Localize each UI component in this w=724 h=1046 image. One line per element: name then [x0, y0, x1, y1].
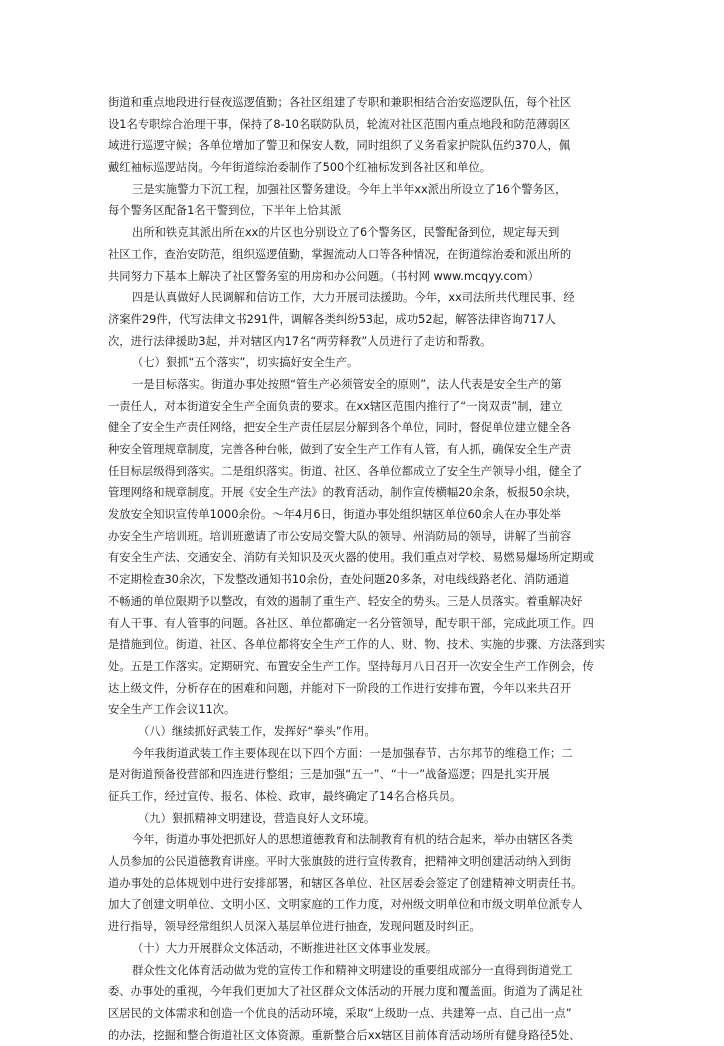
text-line: 次，进行法律援助3起，并对辖区内17名“两劳释教”人员进行了走访和帮教。 — [108, 334, 492, 348]
text-line: 种安全管理规章制度，完善各种台帐，做到了安全生产工作有人管，有人抓，确保安全生产责 — [108, 443, 572, 456]
text-line: 安全生产工作会议11次。 — [108, 703, 236, 717]
text-line: 今年我街道武装工作主要体现在以下四个方面：一是加强春节、古尔邦节的维稳工作；二 — [132, 746, 573, 760]
text-line: 区居民的文体需求和创造一个优良的活动环境，采取“上级助一点、共建筹一点、自己出一点” — [108, 1006, 572, 1020]
text-line: 设1名专职综合治理干事，保持了8-10名联防队员，轮流对社区范围内重点地段和防范薄弱区 — [108, 117, 571, 131]
text-line: 不定期检查30余次，下发整改通知书10余份，查处问题20多条，对电线线路老化、消防通道 — [108, 573, 570, 587]
text-line: 一责任人，对本街道安全生产全面负责的要求。在xx辖区范围内推行了“一岗双责”制，建立 — [108, 399, 563, 413]
text-line: 委、办事处的重视，今年我们更加大了社区群众文体活动的开展力度和覆盖面。街道为了满足社 — [108, 985, 583, 999]
text-line: （八）继续抓好武装工作，发挥好“拳头”作用。 — [138, 724, 376, 738]
text-line: 有安全生产法、交通安全、消防有关知识及灭火器的使用。我们重点对学校、易燃易爆场所定期或 — [108, 551, 594, 565]
text-line: （七）狠抓“五个落实”，切实搞好安全生产。 — [132, 356, 359, 370]
text-line: 每个警务区配备1名干警到位，下半年上恰其派 — [108, 204, 342, 218]
text-line: 戴红袖标巡逻站岗。今年街道综治委制作了500个红袖标发到各社区和单位。 — [108, 161, 492, 175]
text-line: 共同努力下基本上解决了社区警务室的用房和办公问题。（书村网 www.mcqyy.com） — [108, 269, 539, 283]
text-line: 人员参加的公民道德教育讲座。平时大张旗鼓的进行宣传教育，把精神文明创建活动纳入到街 — [108, 855, 572, 869]
text-line: 处。五是工作落实。定期研究、布置安全生产工作。坚持每月八日召开一次安全生产工作例会，传 — [108, 659, 594, 673]
text-line: 域进行巡逻守候；各单位增加了警卫和保安人数，同时组织了义务看家护院队伍约370人，佩 — [108, 139, 571, 153]
text-line: 一是目标落实。街道办事处按照“管生产必须管安全的原则”，法人代表是安全生产的第 — [132, 377, 562, 391]
text-line: 街道和重点地段进行昼夜巡逻值勤；各社区组建了专职和兼职相结合治安巡逻队伍，每个社区 — [108, 96, 572, 109]
text-line: 加大了创建文明单位、文明小区、文明家庭的工作力度，对州级文明单位和市级文明单位派专人 — [108, 898, 583, 912]
text-line: （十）大力开展群众文体活动，不断推进社区文体事业发展。 — [132, 941, 438, 955]
text-line: 道办事处的总体规划中进行安排部署，和辖区各单位、社区居委会签定了创建精神文明责任书。 — [108, 876, 583, 890]
text-line: 发放安全知识宣传单1000余份。～年4月6日，街道办事处组织辖区单位60余人在办事处举 — [108, 508, 561, 522]
text-line: 达上级文件，分析存在的困难和问题，并能对下一阶段的工作进行安排布置，今年以来共召开 — [108, 681, 572, 695]
text-line: 是对街道预备役营部和四连进行整组；三是加强“五一”、“十一”战备巡逻；四是扎实开展 — [108, 768, 550, 782]
text-line: 管理网络和规章制度。开展《安全生产法》的教育活动，制作宣传横幅20余条，板报50余块， — [108, 486, 578, 500]
text-line: 是措施到位。街道、社区、各单位都将安全生产工作的人、财、物、技术、实施的步骤、方法落到实 — [108, 638, 606, 652]
text-line: 济案件29件，代写法律文书291件，调解各类纠纷53起，成功52起，解答法律咨询717人 — [108, 312, 556, 326]
text-line: 群众性文化体育活动做为党的宣传工作和精神文明建设的重要组成部分一直得到街道党工 — [132, 963, 573, 977]
text-line: 三是实施警力下沉工程，加强社区警务建设。今年上半年xx派出所设立了16个警务区， — [132, 182, 567, 196]
text-line: 的办法，挖掘和整合街道社区文体资源。重新整合后xx辖区目前体育活动场所有健身路径5处、 — [108, 1028, 581, 1042]
text-line: 今年，街道办事处把抓好人的思想道德教育和法制教育有机的结合起来，举办由辖区各类 — [132, 833, 573, 847]
text-line: 办安全生产培训班。培训班邀请了市公安局交警大队的领导、州消防局的领导，讲解了当前容 — [108, 529, 572, 543]
text-line: 有人干事、有人管事的问题。各社区、单位都确定一名分管领导，配专职干部，完成此项工作。四 — [108, 616, 594, 630]
text-line: 不畅通的单位限期予以整改，有效的遏制了重生产、轻安全的势头。三是人员落实。着重解决好 — [108, 594, 583, 608]
text-line: 社区工作，查治安防范，组织巡逻值勤，掌握流动人口等各种情况，在街道综治委和派出所的 — [108, 247, 572, 261]
text-line: 健全了安全生产责任网络，把安全生产责任层层分解到各个单位，同时，督促单位建立健全各 — [108, 421, 572, 435]
text-line: （九）狠抓精神文明建设，营造良好人文环境。 — [138, 811, 376, 825]
text-line: 任目标层级得到落实。二是组织落实。街道、社区、各单位都成立了安全生产领导小组，健全了 — [108, 464, 583, 478]
document-page — [108, 92, 620, 1042]
text-line: 四是认真做好人民调解和信访工作，大力开展司法援助。今年，xx司法所共代理民事、经 — [132, 291, 575, 305]
text-line: 进行指导，领导经常组织人员深入基层单位进行抽查，发现问题及时纠正。 — [108, 920, 481, 934]
text-line: 出所和铁克其派出所在xx的片区也分别设立了6个警务区，民警配备到位，规定每天到 — [132, 226, 560, 240]
text-line: 征兵工作，经过宣传、报名、体检、政审，最终确定了14名合格兵员。 — [108, 790, 462, 803]
